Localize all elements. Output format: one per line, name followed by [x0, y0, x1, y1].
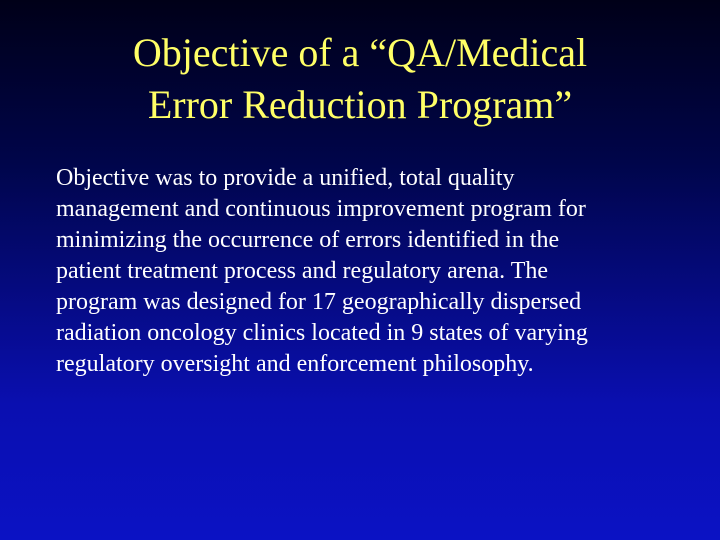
slide-title-line: Error Reduction Program”	[147, 82, 573, 127]
body-line: radiation oncology clinics located in 9 states of varying	[56, 320, 588, 346]
slide-body	[56, 163, 696, 380]
slide-title-line: Objective of a “QA/Medical	[132, 30, 588, 75]
body-line: patient treatment process and regulatory arena. The	[56, 258, 549, 284]
slide-title	[0, 27, 720, 131]
body-line: management and continuous improvement program for	[56, 196, 586, 222]
body-line: program was designed for 17 geographically dispersed	[56, 289, 582, 315]
body-line: Objective was to provide a unified, total quality	[56, 165, 515, 191]
body-line: minimizing the occurrence of errors identified in the	[56, 227, 560, 253]
body-line: regulatory oversight and enforcement philosophy.	[56, 351, 534, 377]
